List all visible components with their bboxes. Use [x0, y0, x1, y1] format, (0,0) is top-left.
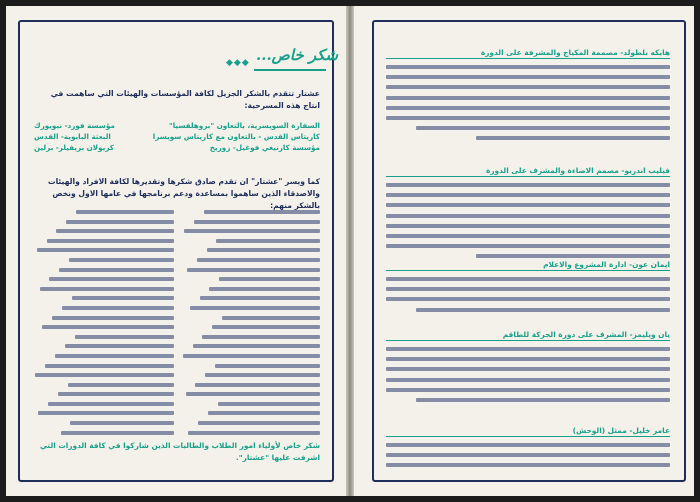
bio-text	[386, 277, 670, 312]
name-entry	[62, 306, 174, 310]
name-entry	[47, 239, 174, 243]
bio-entry	[386, 330, 670, 408]
name-entry	[35, 373, 174, 377]
name-entry	[75, 335, 174, 339]
names-column	[180, 210, 320, 440]
name-entry	[197, 258, 320, 262]
sponsor-name: مؤسسة فورد- نيويورك	[34, 121, 115, 130]
name-entry	[186, 392, 320, 396]
name-entry	[72, 296, 174, 300]
name-entry	[187, 268, 320, 272]
name-entry	[218, 402, 320, 406]
name-entry	[222, 316, 320, 320]
bio-heading: عامر خليل- ممثل (الوحش)	[386, 426, 670, 437]
sponsor-row	[34, 120, 320, 131]
right-page	[354, 6, 694, 496]
name-entry	[66, 220, 174, 224]
name-entry	[216, 239, 320, 243]
name-entry	[190, 306, 320, 310]
name-entry	[52, 316, 174, 320]
name-entry	[200, 296, 320, 300]
name-entry	[56, 229, 174, 233]
sponsor-list	[34, 120, 320, 153]
ornament-icon: ◆◆◆	[226, 58, 250, 68]
booklet-spread	[6, 6, 694, 496]
sponsor-row	[34, 142, 320, 153]
bio-heading: يان ويليمز- المشرف على دورة الحركة للطاقم	[386, 330, 670, 341]
name-entry	[208, 411, 320, 415]
bio-entry	[386, 48, 670, 147]
name-entry	[184, 229, 320, 233]
name-entry	[48, 402, 174, 406]
name-entry	[183, 354, 320, 358]
sponsor-name: السفارة السويسرية، بالتعاون "بروهلفسيا"	[168, 121, 320, 130]
name-entry	[198, 421, 320, 425]
individuals-intro: كما ويسر "عشتار" ان تقدم صادق شكرها وتقديرها لكافة الافراد والهيئات والاصدقاء الذين ساهموا بمساعدة ودعم برنامجها في عامها الاول ونخص بالشكر منهم:	[47, 177, 320, 210]
name-entry	[58, 392, 174, 396]
name-entry	[55, 354, 174, 358]
name-entry	[193, 344, 320, 348]
sponsor-row	[34, 131, 320, 142]
bio-entry	[386, 166, 670, 265]
sponsor-name: كاريتاس القدس - بالتعاون مع كاريتاس سويسرا	[152, 132, 320, 141]
name-entry	[207, 248, 320, 252]
name-entry	[204, 210, 320, 214]
name-entry	[76, 210, 174, 214]
name-entry	[188, 431, 320, 435]
sponsor-name: مؤسسة كارنيغي فوغيل- زوريخ	[209, 143, 320, 152]
name-entry	[49, 277, 174, 281]
name-entry	[195, 383, 320, 387]
names-column	[34, 210, 174, 440]
name-entry	[69, 258, 174, 262]
name-entry	[59, 268, 174, 272]
name-entry	[215, 364, 320, 368]
footer-note: شكر خاص لأولياء امور الطلاب والطالبات الذين شاركوا في كافة الدورات التي اشرفت عليها "عشتار".	[39, 441, 320, 462]
thanks-intro: عشتار تتقدم بالشكر الجزيل لكافة المؤسسات والهيئات التي ساهمت في انتاج هذه المسرحية:	[50, 89, 320, 110]
bio-heading: هايكه بلطولد- مصممة المكياج والمشرفة على الدورة	[386, 48, 670, 59]
bio-text	[386, 183, 670, 258]
name-entry	[202, 335, 320, 339]
names-list	[34, 210, 320, 440]
name-entry	[205, 373, 320, 377]
name-entry	[194, 220, 320, 224]
bio-text	[386, 443, 670, 467]
name-entry	[219, 277, 320, 281]
bio-heading: فيليب اندريو- مصمم الاضاءة والمشرف على الدورة	[386, 166, 670, 177]
name-entry	[65, 344, 174, 348]
bio-entry	[386, 426, 670, 474]
name-entry	[42, 325, 174, 329]
bio-text	[386, 347, 670, 402]
book-gutter	[346, 6, 354, 496]
thanks-title: شكر خاص...	[256, 46, 338, 64]
name-entry	[70, 421, 174, 425]
sponsor-name: البعثة البابوية- القدس	[34, 132, 111, 141]
bio-text	[386, 65, 670, 140]
name-entry	[68, 383, 174, 387]
name-entry	[38, 411, 174, 415]
title-underline	[254, 69, 326, 71]
sponsor-name: كريولان بريفيلر- برلين	[34, 143, 114, 152]
left-page	[6, 6, 346, 496]
name-entry	[212, 325, 320, 329]
name-entry	[61, 431, 174, 435]
name-entry	[45, 364, 174, 368]
name-entry	[40, 287, 174, 291]
bio-heading: ايمان عون- ادارة المشروع والاعلام	[386, 260, 670, 271]
name-entry	[209, 287, 320, 291]
name-entry	[37, 248, 174, 252]
bio-entry	[386, 260, 670, 318]
